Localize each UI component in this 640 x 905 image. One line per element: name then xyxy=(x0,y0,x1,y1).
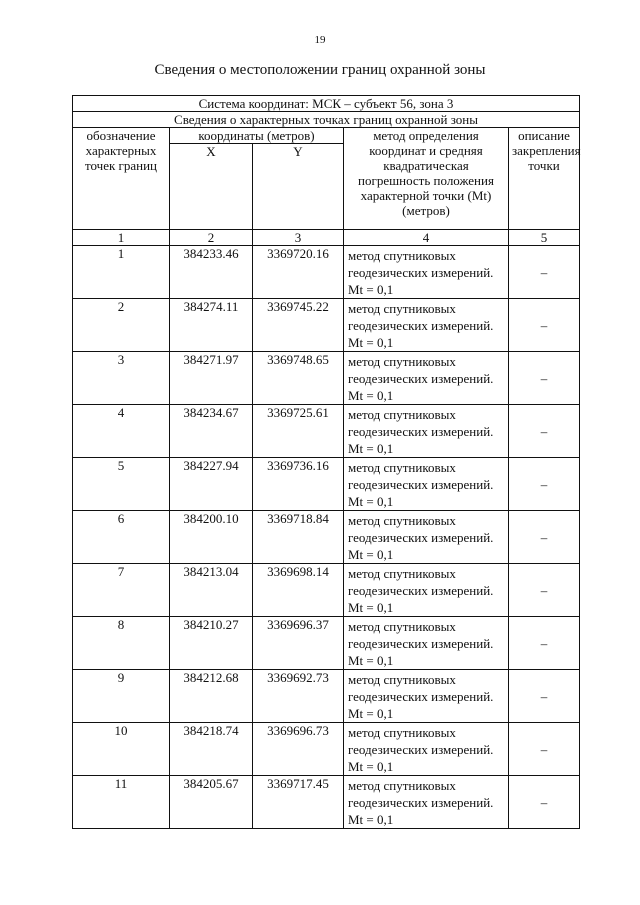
y-coordinate: 3369720.16 xyxy=(253,246,344,299)
y-coordinate: 3369718.84 xyxy=(253,511,344,564)
y-coordinate: 3369698.14 xyxy=(253,564,344,617)
table-row xyxy=(73,511,580,564)
page-number: 19 xyxy=(314,34,326,46)
method-text: метод спутниковых геодезических измерений. Mt = 0,1 xyxy=(344,405,509,458)
table-row xyxy=(73,564,580,617)
method-text: метод спутниковых геодезических измерений. Mt = 0,1 xyxy=(344,776,509,829)
column-header-row xyxy=(73,128,580,144)
method-text: метод спутниковых геодезических измерений. Mt = 0,1 xyxy=(344,564,509,617)
fixing-description: – xyxy=(509,670,580,723)
table-row xyxy=(73,246,580,299)
y-coordinate: 3369725.61 xyxy=(253,405,344,458)
point-number: 6 xyxy=(73,511,170,564)
fixing-description: – xyxy=(509,246,580,299)
fixing-description: – xyxy=(509,299,580,352)
fixing-description: – xyxy=(509,405,580,458)
table-row xyxy=(73,458,580,511)
table-row xyxy=(73,670,580,723)
coordinates-table xyxy=(72,95,580,829)
fixing-description: – xyxy=(509,352,580,405)
method-text: метод спутниковых геодезических измерений. Mt = 0,1 xyxy=(344,458,509,511)
column-number: 2 xyxy=(170,230,253,246)
x-coordinate: 384210.27 xyxy=(170,617,253,670)
fixing-description: – xyxy=(509,511,580,564)
table-row xyxy=(73,352,580,405)
y-coordinate: 3369717.45 xyxy=(253,776,344,829)
column-number: 4 xyxy=(344,230,509,246)
x-coordinate: 384200.10 xyxy=(170,511,253,564)
point-number: 9 xyxy=(73,670,170,723)
point-number: 4 xyxy=(73,405,170,458)
table-row xyxy=(73,299,580,352)
point-number: 10 xyxy=(73,723,170,776)
table-row xyxy=(73,405,580,458)
column-number: 1 xyxy=(73,230,170,246)
method-text: метод спутниковых геодезических измерений. Mt = 0,1 xyxy=(344,617,509,670)
header-description: описание закрепления точки xyxy=(509,128,580,230)
header-method: метод определения координат и средняя квадратическая погрешность положения характерной точки (Mt) (метров) xyxy=(344,128,509,230)
points-info-caption: Сведения о характерных точках границ охранной зоны xyxy=(73,112,580,128)
table-row xyxy=(73,776,580,829)
header-x: X xyxy=(170,144,253,230)
method-text: метод спутниковых геодезических измерений. Mt = 0,1 xyxy=(344,299,509,352)
fixing-description: – xyxy=(509,617,580,670)
method-text: метод спутниковых геодезических измерений. Mt = 0,1 xyxy=(344,511,509,564)
point-number: 11 xyxy=(73,776,170,829)
column-number: 3 xyxy=(253,230,344,246)
x-coordinate: 384218.74 xyxy=(170,723,253,776)
point-number: 1 xyxy=(73,246,170,299)
table-subcaption-row xyxy=(73,112,580,128)
header-y: Y xyxy=(253,144,344,230)
x-coordinate: 384234.67 xyxy=(170,405,253,458)
fixing-description: – xyxy=(509,458,580,511)
x-coordinate: 384205.67 xyxy=(170,776,253,829)
y-coordinate: 3369748.65 xyxy=(253,352,344,405)
fixing-description: – xyxy=(509,723,580,776)
x-coordinate: 384233.46 xyxy=(170,246,253,299)
point-number: 7 xyxy=(73,564,170,617)
fixing-description: – xyxy=(509,776,580,829)
method-text: метод спутниковых геодезических измерений. Mt = 0,1 xyxy=(344,352,509,405)
point-number: 2 xyxy=(73,299,170,352)
point-number: 3 xyxy=(73,352,170,405)
fixing-description: – xyxy=(509,564,580,617)
y-coordinate: 3369745.22 xyxy=(253,299,344,352)
x-coordinate: 384227.94 xyxy=(170,458,253,511)
header-coordinates: координаты (метров) xyxy=(170,128,344,144)
column-number-row xyxy=(73,230,580,246)
y-coordinate: 3369692.73 xyxy=(253,670,344,723)
table-row xyxy=(73,617,580,670)
table-caption-row xyxy=(73,96,580,112)
x-coordinate: 384271.97 xyxy=(170,352,253,405)
document-title: Сведения о местоположении границ охранной зоны xyxy=(154,62,486,78)
point-number: 5 xyxy=(73,458,170,511)
column-number: 5 xyxy=(509,230,580,246)
coordinate-system-caption: Система координат: МСК – субъект 56, зона 3 xyxy=(73,96,580,112)
y-coordinate: 3369696.73 xyxy=(253,723,344,776)
point-number: 8 xyxy=(73,617,170,670)
x-coordinate: 384213.04 xyxy=(170,564,253,617)
x-coordinate: 384274.11 xyxy=(170,299,253,352)
method-text: метод спутниковых геодезических измерений. Mt = 0,1 xyxy=(344,670,509,723)
method-text: метод спутниковых геодезических измерений. Mt = 0,1 xyxy=(344,246,509,299)
table-row xyxy=(73,723,580,776)
y-coordinate: 3369736.16 xyxy=(253,458,344,511)
y-coordinate: 3369696.37 xyxy=(253,617,344,670)
method-text: метод спутниковых геодезических измерений. Mt = 0,1 xyxy=(344,723,509,776)
x-coordinate: 384212.68 xyxy=(170,670,253,723)
header-point-designation: обозначение характерных точек границ xyxy=(73,128,170,230)
